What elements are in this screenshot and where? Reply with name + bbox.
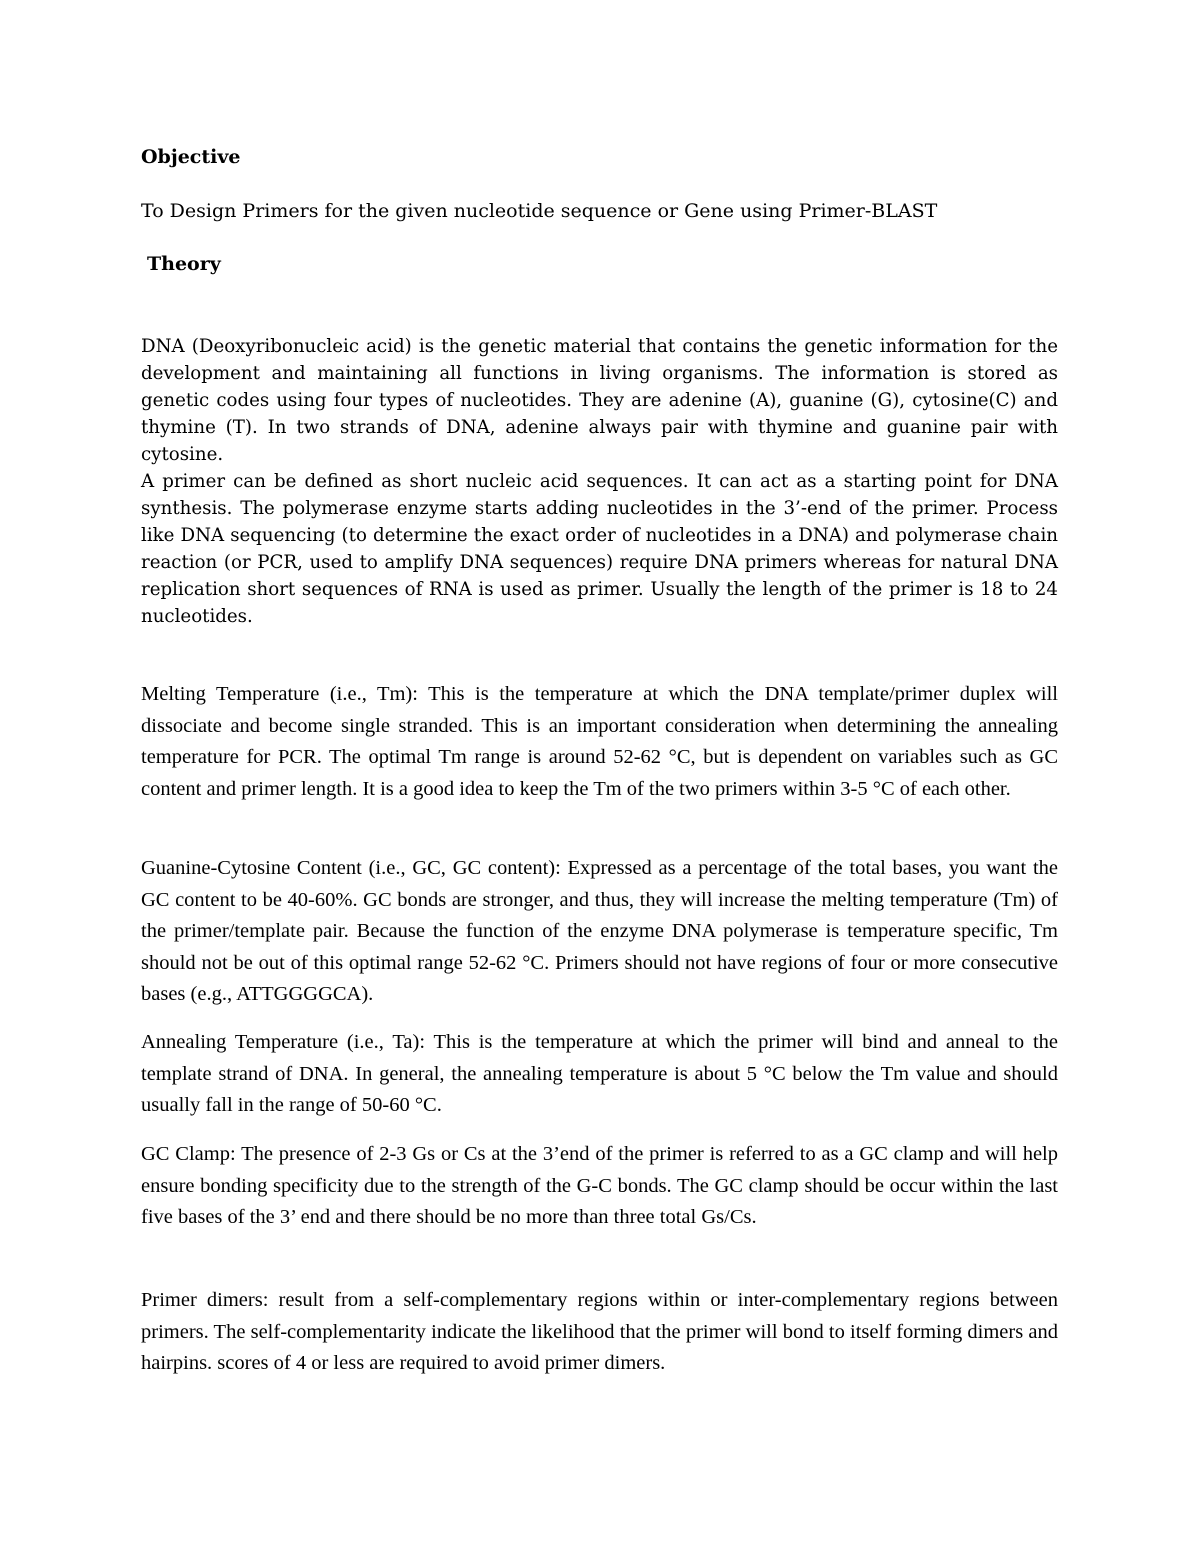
dna-paragraph: DNA (Deoxyribonucleic acid) is the genetic material that contains the genetic information for the development and maintaining all functions in living organisms. The information is stored as genetic codes using four types of nucleotides. They are adenine (A), guanine (G), cytosine(C) and thymine (T). In two strands of DNA, adenine always pair with thymine and guanine pair with cytosine. — [141, 336, 1058, 465]
melting-temperature-paragraph: Melting Temperature (i.e., Tm): This is the temperature at which the DNA template/primer duplex will dissociate and become single stranded. This is an important consideration when determining the annealing temperature for PCR. The optimal Tm range is around 52-62 °C, but is dependent on variables such as GC content and primer length. It is a good idea to keep the Tm of the two primers within 3-5 °C of each other. — [141, 683, 1058, 800]
annealing-temperature-paragraph: Annealing Temperature (i.e., Ta): This is the temperature at which the primer will bind and anneal to the template strand of DNA. In general, the annealing temperature is about 5 °C below the Tm value and should usually fall in the range of 50-60 °C. — [141, 1031, 1058, 1116]
primer-dimers-paragraph: Primer dimers: result from a self-complementary regions within or inter-complementary regions between primers. The self-complementarity indicate the likelihood that the primer will bond to itself forming dimers and hairpins. scores of 4 or less are required to avoid primer dimers. — [141, 1289, 1058, 1374]
gc-clamp-paragraph: GC Clamp: The presence of 2-3 Gs or Cs at the 3’end of the primer is referred to as a GC clamp and will help ensure bonding specificity due to the strength of the G-C bonds. The GC clamp should be occur within the last five bases of the 3’ end and there should be no more than three total Gs/Cs. — [141, 1143, 1058, 1228]
primer-paragraph: A primer can be defined as short nucleic acid sequences. It can act as a starting point for DNA synthesis. The polymerase enzyme starts adding nucleotides in the 3’-end of the primer. Process like DNA sequencing (to determine the exact order of nucleotides in a DNA) and polymerase chain reaction (or PCR, used to amplify DNA sequences) require DNA primers whereas for natural DNA replication short sequences of RNA is used as primer. Usually the length of the primer is 18 to 24 nucleotides. — [141, 471, 1058, 627]
gc-content-paragraph: Guanine-Cytosine Content (i.e., GC, GC content): Expressed as a percentage of the total bases, you want the GC content to be 40-60%. GC bonds are stronger, and thus, they will increase the melting temperature (Tm) of the primer/template pair. Because the function of the enzyme DNA polymerase is temperature specific, Tm should not be out of this optimal range 52-62 °C. Primers should not have regions of four or more consecutive bases (e.g., ATTGGGGCA). — [141, 857, 1058, 1005]
objective-text: To Design Primers for the given nucleotide sequence or Gene using Primer-BLAST — [141, 200, 938, 222]
document-page — [141, 0, 1058, 1553]
objective-heading: Objective — [141, 146, 241, 168]
theory-heading: Theory — [147, 253, 221, 275]
